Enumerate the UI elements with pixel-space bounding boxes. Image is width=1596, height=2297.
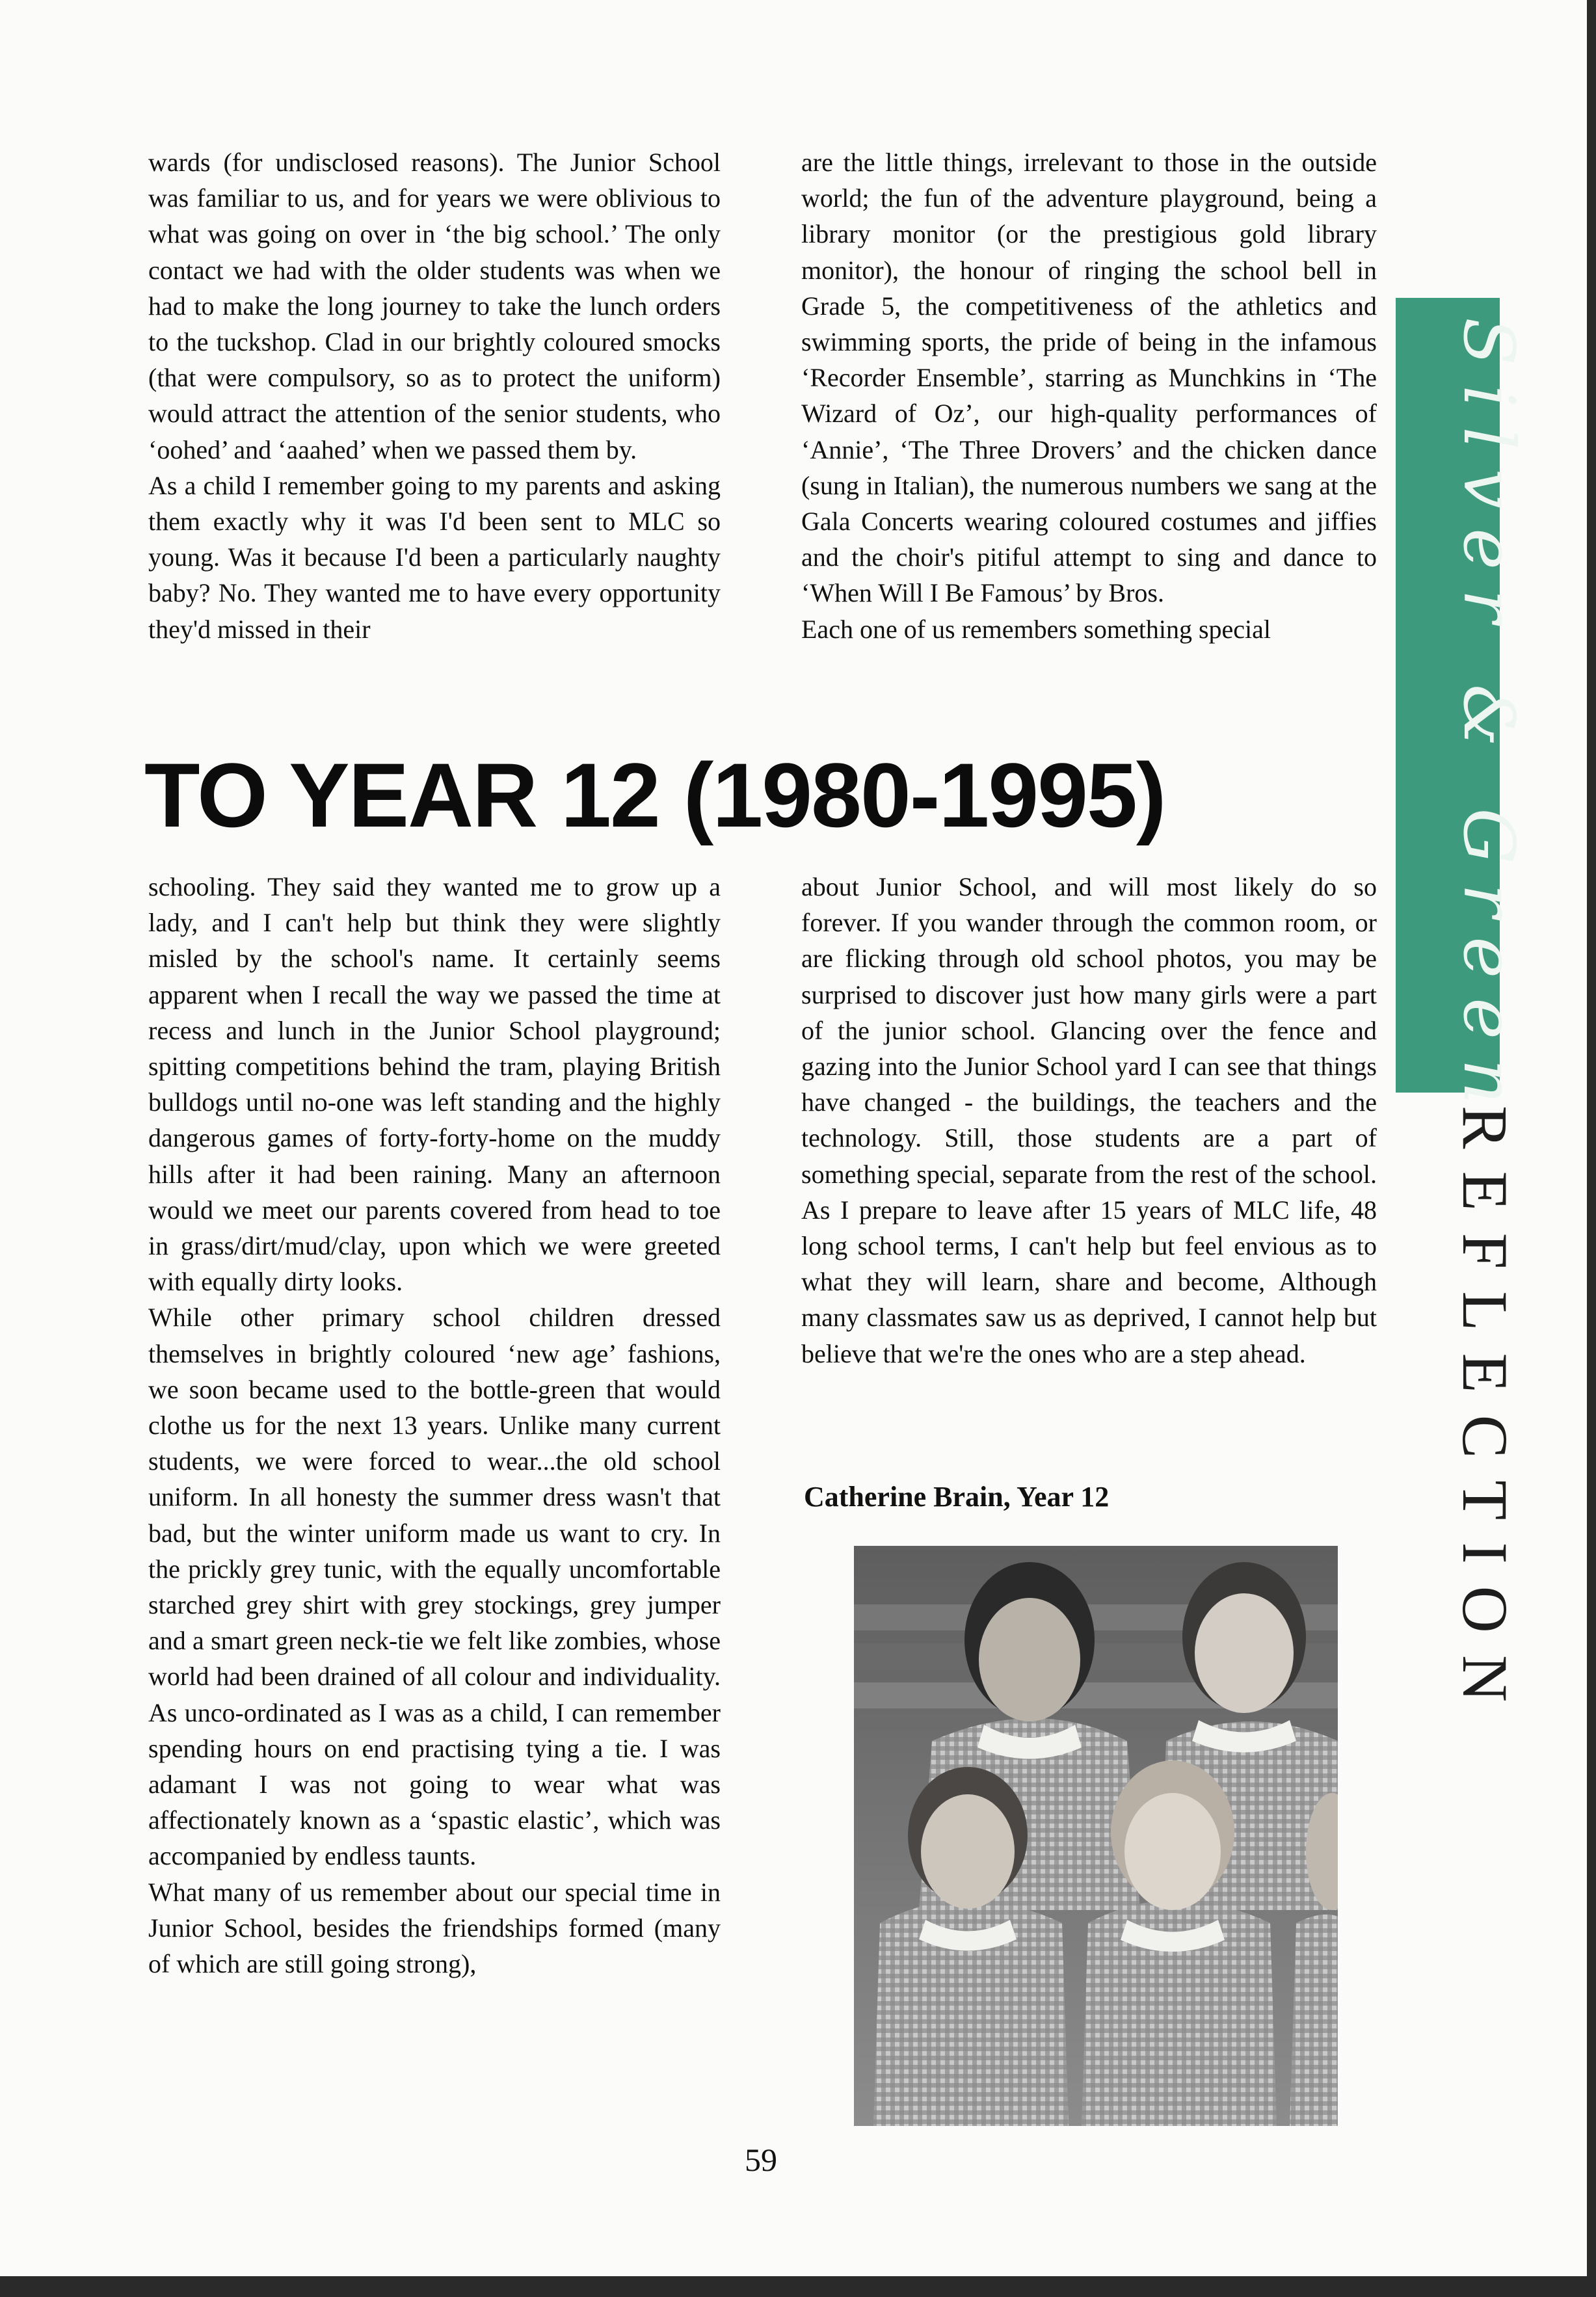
article-headline: TO YEAR 12 (1980-1995) bbox=[144, 744, 1165, 846]
class-photo-illustration bbox=[854, 1546, 1338, 2126]
paragraph: Each one of us remembers something special bbox=[801, 614, 1271, 644]
paragraph: about Junior School, and will most likely do so forever. If you wander through the common room, or are flicking through old school photos, you may be surprised to discover just how many girls were a part of the junior school. Glancing over the fence and gazing into the Junior School yard I can see that things have changed - the buildings, the teachers and the technology. Still, those students are a part of something special, separate from the rest of the school. As I prepare to leave after 15 years of MLC life, 48 long school terms, I can't help but feel envious as to what they will learn, share and become, Although many classmates saw us as deprived, I cannot help but believe that we're the ones who are a step ahead. bbox=[801, 872, 1377, 1368]
paragraph: are the little things, irrelevant to those in the outside world; the fun of the adventure playground, being a library monitor (or the prestigious gold library monitor), the honour of ringing the school bell in Grade 5, the competitiveness of the athletics and swimming sports, the pride of being in the infamous ‘Recorder Ensemble’, starring as Munchkins in ‘The Wizard of Oz’, our high-quality performances of ‘Annie’, ‘The Three Drovers’ and the chicken dance (sung in Italian), the numerous numbers we sang at the Gala Concerts wearing coloured costumes and jiffies and the choir's pitiful attempt to sing and dance to ‘When Will I Be Famous’ by Bros. bbox=[801, 148, 1377, 608]
paragraph: schooling. They said they wanted me to grow up a lady, and I can't help but think they were slightly misled by the school's name. It certainly seems apparent when I recall the way we passed the time at recess and lunch in the Junior School playground; spitting competitions behind the tram, playing British bulldogs until no-one was left standing and the highly dangerous games of forty-forty-home on the muddy hills after it had been raining. Many an afternoon would we meet our parents covered from head to toe in grass/dirt/mud/clay, upon which we were greeted with equally dirty looks. bbox=[148, 872, 721, 1297]
page-bottom-shadow bbox=[0, 2276, 1596, 2297]
article-column-left-bottom bbox=[148, 869, 721, 1982]
paragraph: What many of us remember about our special time in Junior School, besides the friendships formed (many of which are still going strong), bbox=[148, 1877, 721, 1979]
paragraph: wards (for undisclosed reasons). The Junior School was familiar to us, and for years we were oblivious to what was going on over in ‘the big school.’ The only contact we had with the older students was when we had to make the long journey to take the lunch orders to the tuckshop. Clad in our brightly coloured smocks (that were compulsory, so as to protect the uniform) would attract the attention of the senior students, who ‘oohed’ and ‘aaahed’ when we passed them by. bbox=[148, 148, 721, 464]
article-column-left-top bbox=[148, 144, 721, 647]
article-column-right-bottom bbox=[801, 869, 1377, 1372]
paragraph: While other primary school children dressed themselves in brightly coloured ‘new age’ fashions, we soon became used to the bottle-green that would clothe us for the next 13 years. Unlike many current students, we were forced to wear...the old school uniform. In all honesty the summer dress wasn't that bad, but the winter uniform made us want to cry. In the prickly grey tunic, with the equally uncomfortable starched grey shirt with grey stockings, grey jumper and a smart green neck-tie we felt like zombies, whose world had been drained of all colour and individuality. As unco-ordinated as I was as a child, I can remember spending hours on end practising tying a tie. I was adamant I was not going to wear what was affectionately known as a ‘spastic elastic’, which was accompanied by endless taunts. bbox=[148, 1303, 721, 1871]
page-number: 59 bbox=[745, 2142, 777, 2178]
article-column-right-top bbox=[801, 144, 1377, 647]
paragraph: As a child I remember going to my parents and asking them exactly why it was I'd been sent to MLC so young. Was it because I'd been a particularly naughty baby? No. They wanted me to have every opportunity they'd missed in their bbox=[148, 470, 721, 644]
page-edge-shadow bbox=[1587, 0, 1596, 2297]
author-byline: Catherine Brain, Year 12 bbox=[804, 1481, 1110, 1513]
class-photo bbox=[854, 1546, 1338, 2126]
series-title: Silver & Green bbox=[1448, 317, 1529, 1124]
section-title: REFLECTION bbox=[1449, 1106, 1521, 1725]
